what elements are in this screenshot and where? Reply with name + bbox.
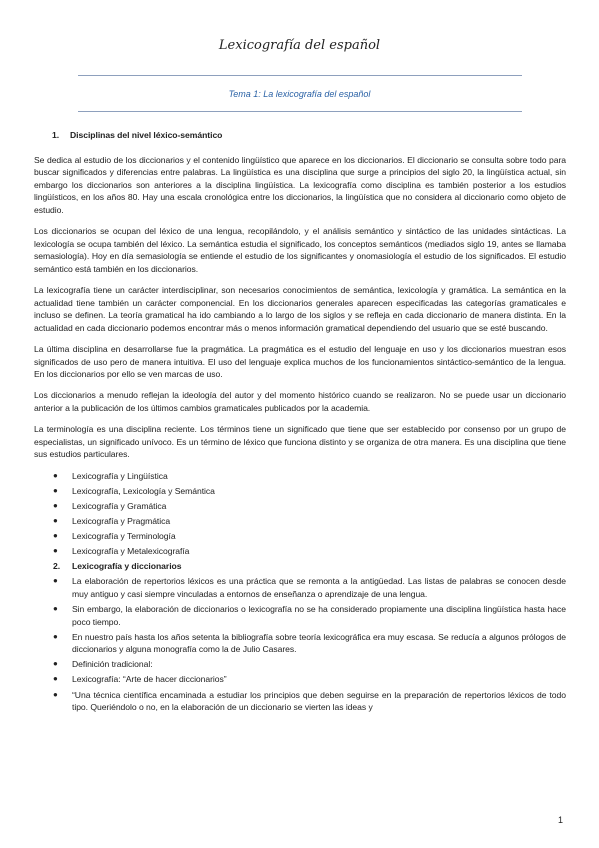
paragraph: Los diccionarios se ocupan del léxico de una lengua, recopilándolo, y el análisis semántico y sintáctico de las unidades sintácticas. La lexicología se ocupa también del léxico. La semántica estudia el significado, los conceptos semánticos (mediados siglo 19, antes se llamaba semasiología). Hoy en día semasiología se entiende el estudio de los significantes y onomasiología el estudio de los significados. El estudio semántico está también en los diccionarios. bbox=[34, 226, 566, 274]
list-item-text: Lexicografía y Gramática bbox=[72, 500, 167, 511]
header-rule-top bbox=[78, 75, 522, 76]
section-title: Lexicografía y diccionarios bbox=[72, 561, 182, 572]
list-item bbox=[34, 631, 566, 656]
bullet-icon: ● bbox=[53, 515, 58, 525]
list-item bbox=[34, 673, 566, 686]
section-heading-1 bbox=[52, 129, 566, 142]
document-body bbox=[34, 129, 566, 716]
paragraph: La lexicografía tiene un carácter interdisciplinar, son necesarios conocimientos de semántica, lexicología y gramática. La semántica en la actualidad tiene también un carácter componencial. En los diccionarios generales aparecen especificadas las categorías gramaticales e incluso se definen. La teoría gramatical ha ido cambiando a lo largo de los siglos y se refleja en cada diccionario de manera distinta. En la actualidad en cada diccionario podemos encontrar más o menos información gramatical dependiendo del usuario que se esté buscando. bbox=[34, 285, 566, 333]
list-item-text: Lexicografía y Metalexicografía bbox=[72, 546, 190, 557]
bullet-icon: ● bbox=[53, 500, 58, 510]
section-heading-2 bbox=[34, 560, 566, 573]
bullet-icon: ● bbox=[53, 531, 58, 540]
bullet-icon: ● bbox=[53, 631, 58, 641]
section-number: 2. bbox=[53, 561, 61, 572]
bullet-icon: ● bbox=[53, 546, 58, 556]
paragraph: La última disciplina en desarrollarse fue la pragmática. La pragmática es el estudio del lenguaje en uso y los diccionarios muestran esos significados de uso pero de manera intuitiva. El uso del lenguaje explica muchos de los funcionamientos sintáctico-semántico de la lengua. En los diccionarios por ello se ven marcas de uso. bbox=[34, 344, 566, 380]
list-item-text: Sin embargo, la elaboración de diccionarios o lexicografía no se ha considerado propiamente una disciplina lingüística hasta hace poco tiempo. bbox=[72, 603, 566, 627]
list-item bbox=[34, 485, 566, 498]
list-item-text: Definición tradicional: bbox=[72, 659, 153, 670]
list-item bbox=[34, 575, 566, 600]
list-item bbox=[34, 545, 566, 558]
list-item-text: “Una técnica científica encaminada a estudiar los principios que deben seguirse en la preparación de repertorios léxicos de todo tipo. Queriéndolo o no, en la elaboración de un diccionario se vierten las ideas y bbox=[72, 689, 566, 713]
page-number: 1 bbox=[558, 815, 564, 825]
list-item bbox=[34, 470, 566, 483]
list-item bbox=[34, 689, 566, 714]
bullet-icon: ● bbox=[53, 689, 58, 699]
document-header-title: Lexicografía del español bbox=[218, 38, 381, 53]
list-item-text: Lexicografía y Terminología bbox=[72, 531, 176, 541]
list-item bbox=[34, 603, 566, 628]
list-item-text: Lexicografía, Lexicología y Semántica bbox=[72, 485, 215, 496]
paragraph: Se dedica al estudio de los diccionarios y el contenido lingüístico que aparece en los diccionarios. El diccionario se consulta sobre todo para buscar significados y diferencias entre palabras. La lingüística es una disciplina que surge a principios del siglo 20, la lingüística actual, sin embargo los diccionarios son anteriores a la disciplina lingüística. La lexicografía como disciplina es también posterior a los estudios lingüísticos, en los años 80. Hay una escala cronológica entre los diccionarios, la lingüística que no considera al diccionario como objeto de estudio. bbox=[34, 154, 566, 215]
bullet-icon: ● bbox=[53, 674, 58, 684]
list-item bbox=[34, 530, 566, 543]
list-item-text: Lexicografía y Pragmática bbox=[72, 515, 171, 526]
bullet-icon: ● bbox=[53, 659, 58, 669]
bullet-icon: ● bbox=[53, 603, 58, 613]
paragraph: La terminología es una disciplina reciente. Los términos tiene un significado que tiene que ser establecido por consenso por un grupo de especialistas, un significado unívoco. Es un término de léxico que funciona distinto y se organiza de otra manera. Es una disciplina que tiene sus estudios particulares. bbox=[34, 424, 566, 460]
bullet-icon: ● bbox=[53, 576, 58, 586]
list-item bbox=[34, 658, 566, 671]
bullet-list bbox=[34, 470, 566, 714]
header-rule-bottom bbox=[78, 111, 522, 112]
bullet-icon: ● bbox=[53, 485, 58, 495]
list-item bbox=[34, 500, 566, 513]
list-item-text: La elaboración de repertorios léxicos es una práctica que se remonta a la antigüedad. Las listas de palabras se conocen desde muy antiguo y casi siempre vinculadas a entornos de enseñanza o aprendizaje de una lengua. bbox=[72, 576, 566, 599]
list-item-text: En nuestro país hasta los años setenta la bibliografía sobre teoría lexicográfica era muy escasa. Se reducía a algunos prólogos de diccionarios y alguna monografía como la de Julio Casares. bbox=[72, 631, 566, 655]
topic-title: Tema 1: La lexicografía del español bbox=[228, 89, 371, 99]
list-item-text: Lexicografía y Lingüística bbox=[72, 470, 168, 481]
list-item-text: Lexicografía: “Arte de hacer diccionarios” bbox=[72, 674, 227, 685]
list-item bbox=[34, 515, 566, 528]
bullet-icon: ● bbox=[53, 470, 58, 480]
section-title: Disciplinas del nivel léxico-semántico bbox=[70, 130, 223, 140]
paragraph: Los diccionarios a menudo reflejan la ideología del autor y del momento histórico cuando se realizaron. No se puede usar un diccionario anterior a la publicación de los últimos cambios gramaticales publicados por la academia. bbox=[34, 390, 566, 414]
section-number: 1. bbox=[52, 130, 60, 140]
